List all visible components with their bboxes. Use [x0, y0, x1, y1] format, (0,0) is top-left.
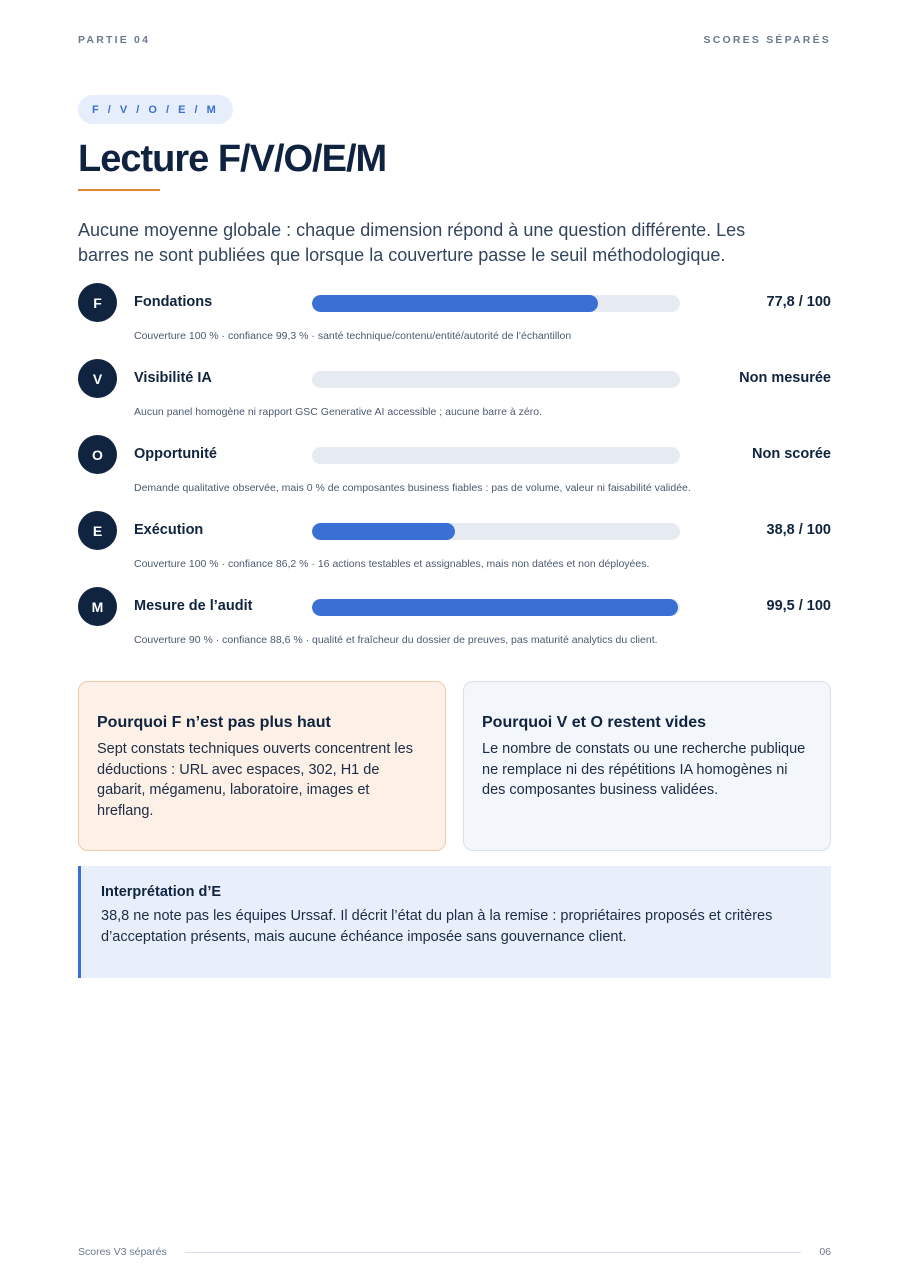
dimension-letter-badge: V — [78, 359, 117, 398]
dimension-score: 99,5 / 100 — [766, 598, 831, 614]
dimension-name: Fondations — [134, 294, 213, 310]
score-bar-fill — [312, 523, 455, 540]
dimension-score: Non scorée — [752, 446, 831, 462]
score-bar-track — [312, 599, 680, 616]
dimension-name: Exécution — [134, 522, 204, 538]
dimension-score: 38,8 / 100 — [766, 522, 831, 538]
dimension-note: Aucun panel homogène ni rapport GSC Generative AI accessible ; aucune barre à zéro. — [134, 406, 542, 418]
page-footer — [78, 1245, 831, 1259]
interpretation-callout — [78, 866, 831, 978]
dimension-letter-badge: F — [78, 283, 117, 322]
score-bar-fill — [312, 599, 678, 616]
dimension-score: 77,8 / 100 — [766, 294, 831, 310]
section-label: PARTIE 04 — [78, 34, 151, 46]
dimension-name: Visibilité IA — [134, 370, 212, 386]
dimension-note: Demande qualitative observée, mais 0 % de composantes business fiables : pas de volume, valeur ni faisabilité validée. — [134, 482, 691, 494]
section-topic: SCORES SÉPARÉS — [703, 34, 831, 46]
dimension-row-o — [78, 435, 831, 505]
footer-divider — [185, 1252, 802, 1253]
page-number: 06 — [819, 1246, 831, 1258]
dimension-row-m — [78, 587, 831, 657]
score-bar-track — [312, 523, 680, 540]
callout-body: 38,8 ne note pas les équipes Urssaf. Il décrit l’état du plan à la remise : propriétaires proposés et critères d’acceptation présents, mais aucune échéance imposée sans gouvernance client. — [101, 908, 773, 945]
callout-title: Interprétation d’E — [101, 884, 222, 900]
explanation-card-f — [78, 681, 446, 851]
dimension-letter-badge: M — [78, 587, 117, 626]
card-title: Pourquoi F n’est pas plus haut — [97, 714, 331, 731]
score-bar-track — [312, 295, 680, 312]
dimension-row-e — [78, 511, 831, 581]
dimension-row-f — [78, 283, 831, 353]
score-bar-track — [312, 447, 680, 464]
page-header — [78, 34, 831, 46]
explanation-card-v-o — [463, 681, 831, 851]
dimension-name: Mesure de l’audit — [134, 598, 253, 614]
dimension-note: Couverture 100 % · confiance 99,3 % · santé technique/contenu/entité/autorité de l’échantillon — [134, 330, 572, 342]
dimension-score: Non mesurée — [739, 370, 831, 386]
footer-label: Scores V3 séparés — [78, 1246, 167, 1258]
dimension-row-v — [78, 359, 831, 429]
card-body: Le nombre de constats ou une recherche publique ne remplace ni des répétitions IA homogènes ni des composantes business validées. — [482, 741, 806, 798]
title-underline — [78, 189, 160, 191]
score-bar-track — [312, 371, 680, 388]
card-body: Sept constats techniques ouverts concentrent les déductions : URL avec espaces, 302, H1 de gabarit, mégamenu, laboratoire, images et hreflang. — [97, 741, 413, 819]
dimension-tag: F / V / O / E / M — [78, 95, 233, 124]
dimension-letter-badge: O — [78, 435, 117, 474]
dimension-letter-badge: E — [78, 511, 117, 550]
score-bar-fill — [312, 295, 598, 312]
card-title: Pourquoi V et O restent vides — [482, 714, 707, 731]
intro-paragraph: Aucune moyenne globale : chaque dimension répond à une question différente. Les barres ne sont publiées que lorsque la couverture passe le seuil méthodologique. — [78, 220, 746, 265]
dimension-name: Opportunité — [134, 446, 217, 462]
page-title: Lecture F/V/O/E/M — [78, 138, 387, 180]
dimension-note: Couverture 90 % · confiance 88,6 % · qualité et fraîcheur du dossier de preuves, pas maturité analytics du client. — [134, 634, 658, 646]
dimension-note: Couverture 100 % · confiance 86,2 % · 16 actions testables et assignables, mais non datées et non déployées. — [134, 558, 650, 570]
